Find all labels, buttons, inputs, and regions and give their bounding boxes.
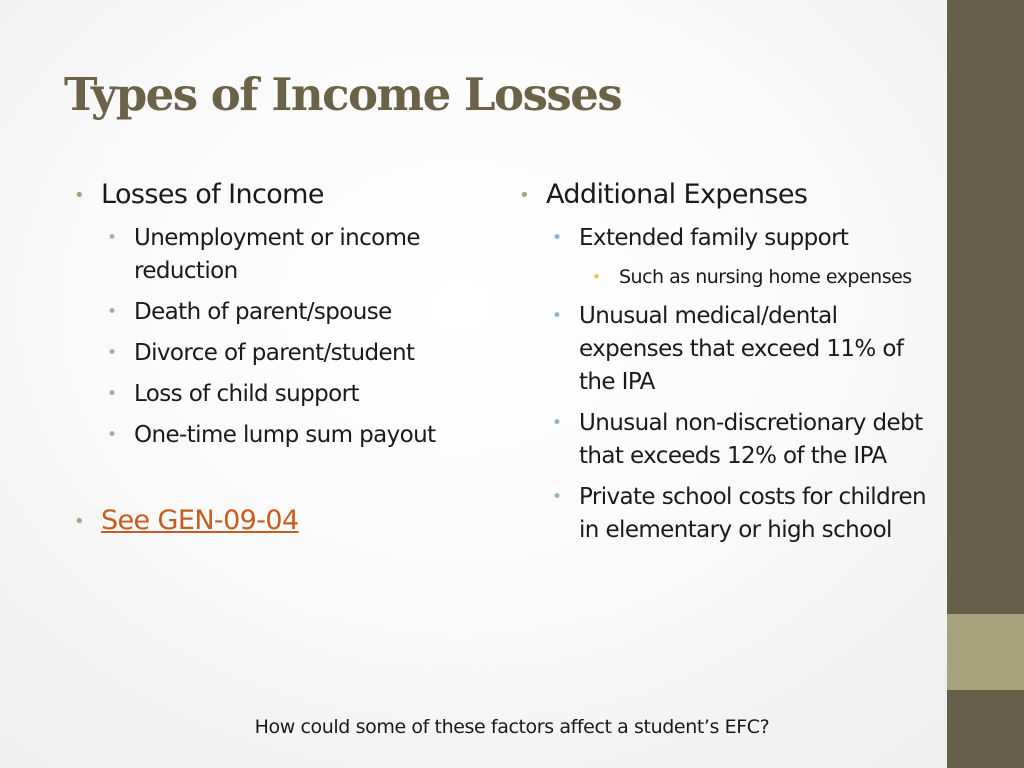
bullet-icon: • [552, 487, 562, 507]
sub-bullet-label: Unusual medical/dental expenses that exceed 11% of the IPA [579, 303, 904, 395]
sub-bullet-label: One-time lump sum payout [134, 422, 436, 448]
bullet-icon: • [107, 228, 117, 248]
sub-bullet [552, 407, 939, 473]
bullet-label: Losses of Income [101, 179, 324, 210]
sub-sub-bullet-label: Such as nursing home expenses [619, 266, 912, 288]
sub-bullet-label: Loss of child support [134, 381, 359, 407]
bullet-icon: • [74, 511, 85, 532]
bullet-icon: • [74, 185, 85, 206]
bullet-losses-of-income [74, 178, 494, 212]
footer-question: How could some of these factors affect a student’s EFC? [254, 716, 770, 738]
bullet-icon: • [107, 384, 117, 404]
sub-bullet [552, 481, 939, 547]
bullet-see-gen-link [74, 504, 494, 538]
right-column [519, 178, 939, 555]
sub-bullet [107, 296, 494, 329]
sub-bullet [107, 337, 494, 370]
sub-bullet-label: Unemployment or income reduction [134, 225, 420, 284]
sub-bullet [552, 300, 939, 399]
bullet-label: Additional Expenses [546, 179, 808, 210]
sub-bullet [107, 378, 494, 411]
bullet-additional-expenses [519, 178, 939, 212]
sub-sub-bullet [592, 263, 939, 292]
left-column [74, 178, 494, 548]
bullet-icon: • [107, 343, 117, 363]
bullet-icon: • [592, 268, 601, 286]
bullet-icon: • [552, 413, 562, 433]
bullet-icon: • [107, 302, 117, 322]
sub-bullet-label: Death of parent/spouse [134, 299, 392, 325]
bullet-icon: • [519, 185, 530, 206]
bullet-icon: • [552, 228, 562, 248]
sub-bullet-label: Private school costs for children in elementary or high school [579, 484, 926, 543]
sub-bullet-label: Divorce of parent/student [134, 340, 415, 366]
bullet-icon: • [552, 306, 562, 326]
sub-bullet [552, 222, 939, 255]
bullet-icon: • [107, 425, 117, 445]
gen-09-04-link[interactable]: See GEN-09-04 [101, 505, 299, 536]
sub-bullet-label: Extended family support [579, 225, 849, 251]
sub-bullet [107, 419, 494, 452]
sub-bullet [107, 222, 494, 288]
sub-bullet-label: Unusual non-discretionary debt that exceeds 12% of the IPA [579, 410, 923, 469]
sidebar-accent-block [947, 614, 1024, 690]
slide-title: Types of Income Losses [64, 68, 622, 121]
